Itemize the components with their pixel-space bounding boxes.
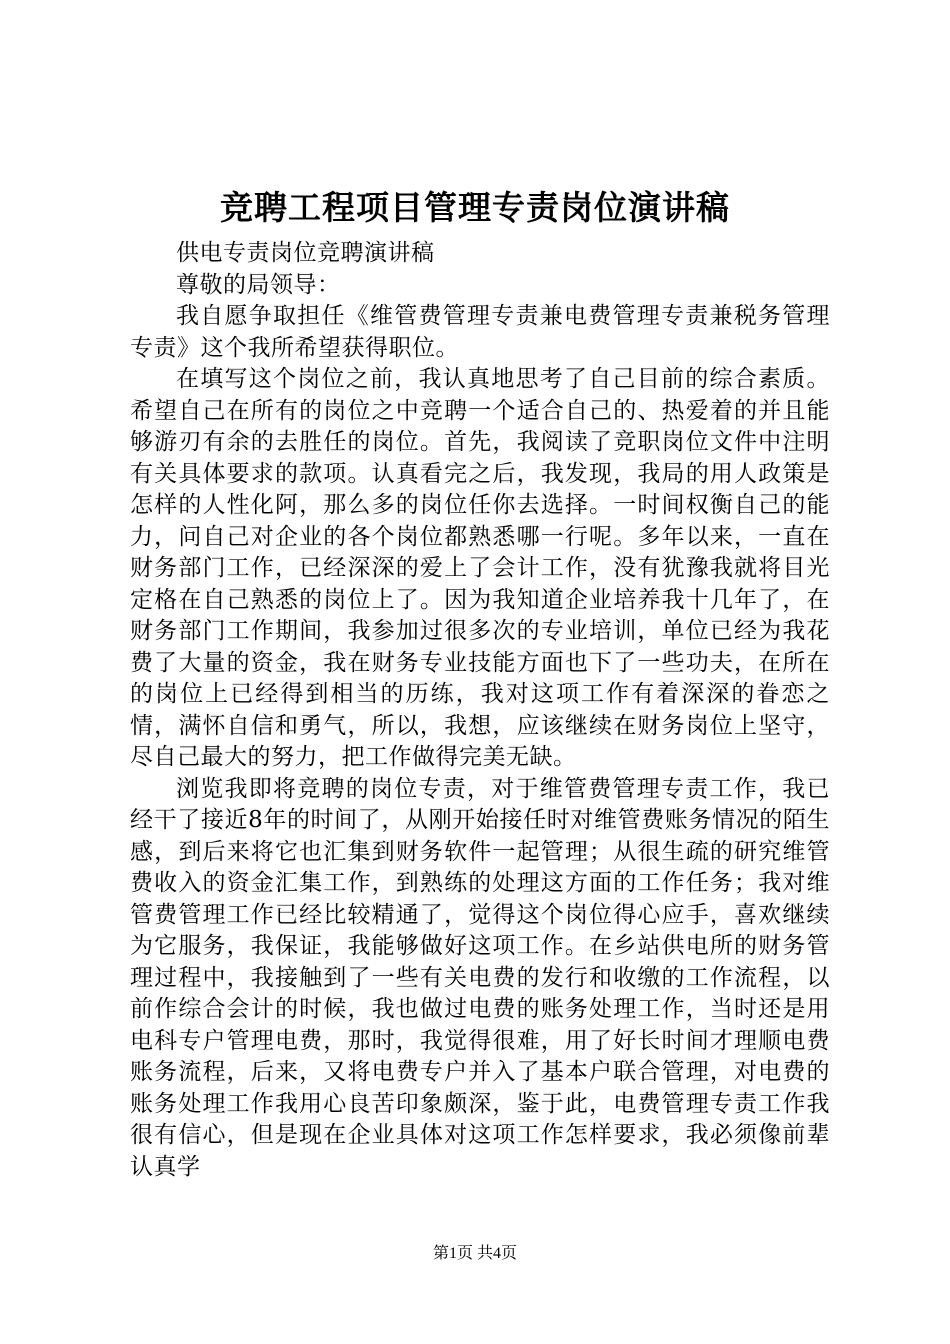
salutation-paragraph: 尊敬的局领导：	[176, 271, 341, 298]
body-paragraph: 在填写这个岗位之前，我认真地思考了自己目前的综合素质。希望自己在所有的岗位之中竞聘一个适合自己的、热爱着的并且能够游刃有余的去胜任的岗位。首先，我阅读了竞职岗位文件中注明有关具体要求的款项。认真看完之后，我发现，我局的用人政策是怎样的人性化阿，那么多的岗位任你去选择。一时间权衡自己的能力，问自己对企业的各个岗位都熟悉哪一行呢。多年以来，一直在财务部门工作，已经深深的爱上了会计工作，没有犹豫我就将目光定格在自己熟悉的岗位上了。因为我知道企业培养我十几年了，在财务部门工作期间，我参加过很多次的专业培训，单位已经为我花费了大量的资金，我在财务专业技能方面也下了一些功夫，在所在的岗位上已经得到相当的历练，我对这项工作有着深深的眷恋之情，满怀自信和勇气，所以，我想，应该继续在财务岗位上坚守，尽自己最大的努力，把工作做得完美无缺。	[130, 366, 830, 770]
document-body	[130, 238, 830, 1183]
page-number-footer: 第1页 共4页	[432, 1245, 517, 1262]
subtitle-paragraph: 供电专责岗位竞聘演讲稿	[176, 240, 435, 266]
body-paragraph: 我自愿争取担任《维管费管理专责兼电费管理专责兼税务管理专责》这个我所希望获得职位。	[130, 303, 830, 361]
body-paragraph: 浏览我即将竞聘的岗位专责，对于维管费管理专责工作，我已经干了接近8年的时间了，从刚开始接任时对维管费账务情况的陌生感，到后来将它也汇集到财务软件一起管理；从很生疏的研究维管费收入的资金汇集工作，到熟练的处理这方面的工作任务；我对维管费管理工作已经比较精通了，觉得这个岗位得心应手，喜欢继续为它服务，我保证，我能够做好这项工作。在乡站供电所的财务管理过程中，我接触到了一些有关电费的发行和收缴的工作流程，以前作综合会计的时候，我也做过电费的账务处理工作，当时还是用电科专户管理电费，那时，我觉得很难，用了好长时间才理顺电费账务流程，后来，又将电费专户并入了基本户联合管理，对电费的账务处理工作我用心良苦印象颇深，鉴于此，电费管理专责工作我很有信心，但是现在企业具体对这项工作怎样要求，我必须像前辈认真学	[130, 775, 830, 1180]
document-title: 竞聘工程项目管理专责岗位演讲稿	[220, 188, 730, 227]
